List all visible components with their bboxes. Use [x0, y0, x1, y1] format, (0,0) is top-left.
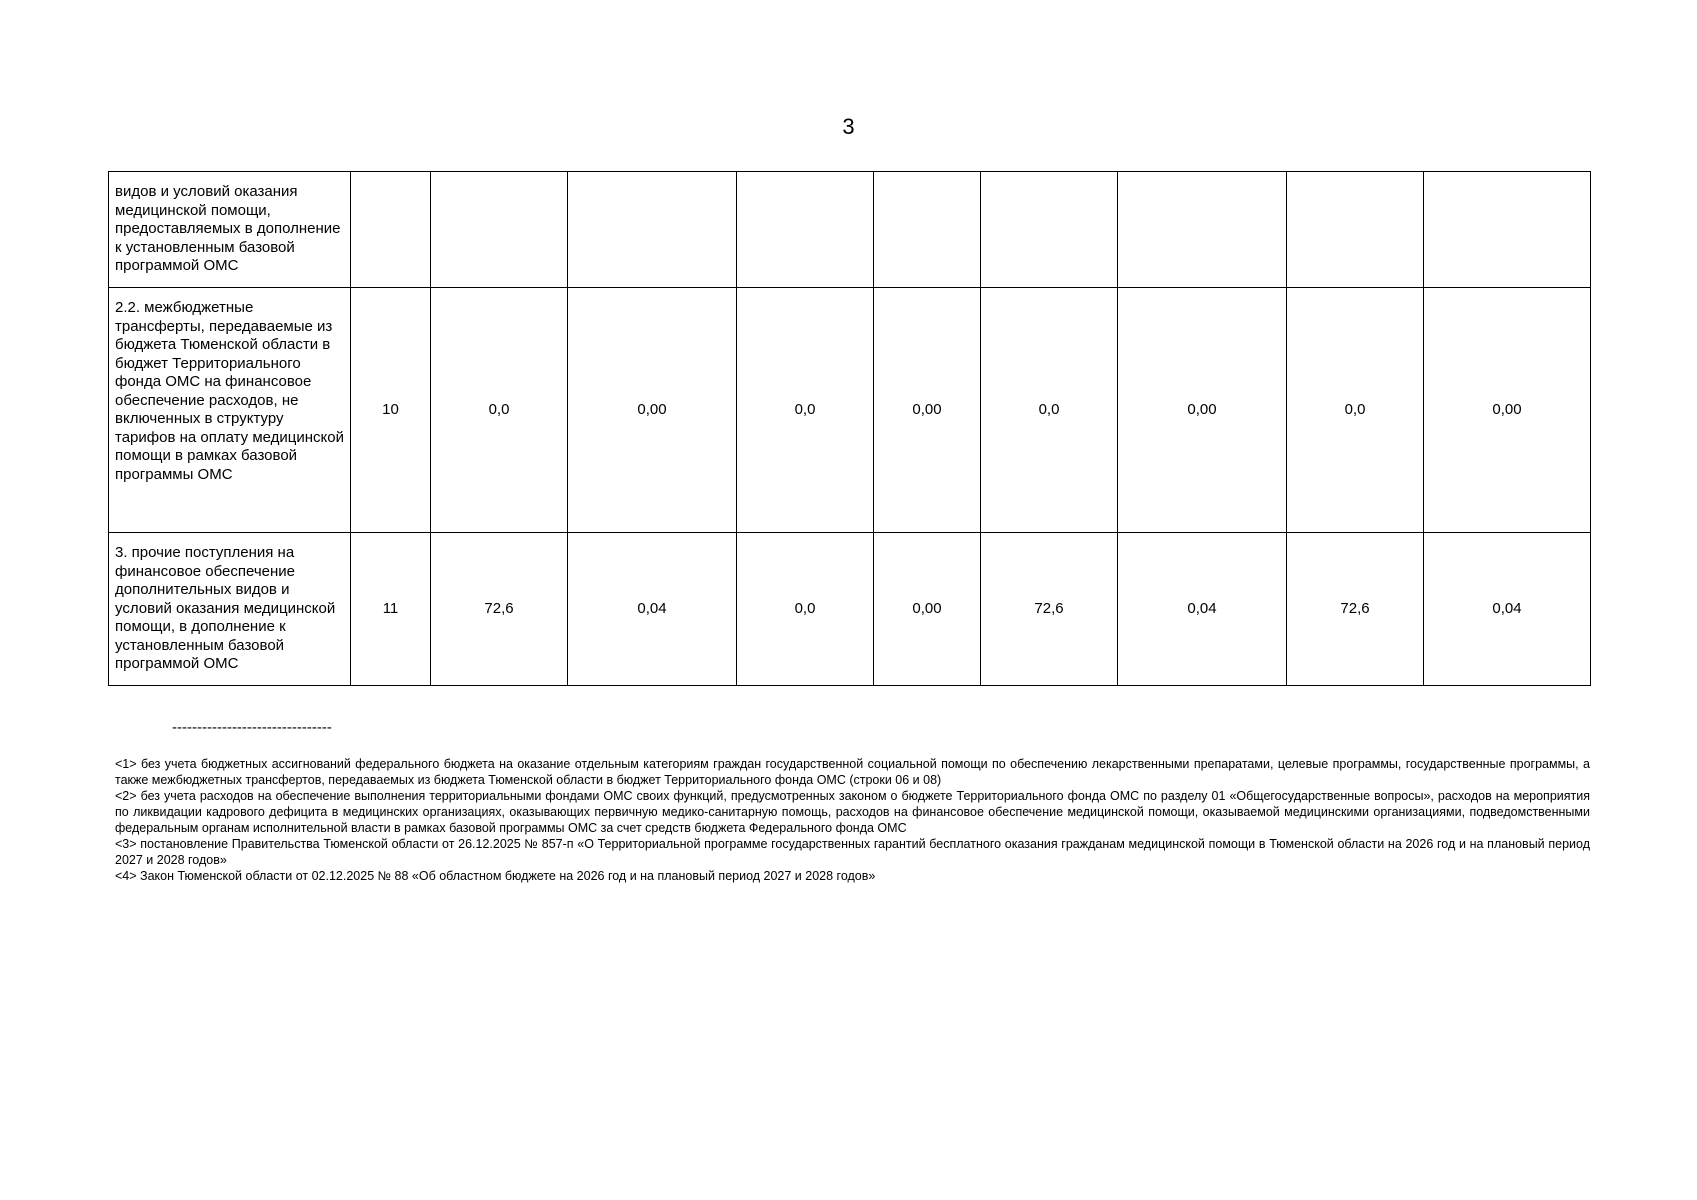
table-cell: [568, 172, 737, 288]
table-cell: 0,0: [981, 288, 1118, 533]
table-cell: 72,6: [1287, 533, 1424, 686]
table-cell: 0,04: [1118, 533, 1287, 686]
table-cell: 0,0: [737, 288, 874, 533]
table-cell: 72,6: [431, 533, 568, 686]
table-cell: 0,00: [1424, 288, 1591, 533]
footnote-2: <2> без учета расходов на обеспечение выполнения территориальными фондами ОМС своих функций, предусмотренных законом о бюджете Территориального фонда ОМС по разделу 01 «Общегосударственные вопросы», расходов на мероприятия по ликвидации кадрового дефицита в медицинских организациях, оказывающих первичную медико-санитарную помощь, расходов на финансовое обеспечение медицинской помощи, оказываемой медицинскими организациями, подведомственными федеральным органам исполнительной власти в рамках базовой программы ОМС за счет средств бюджета Федерального фонда ОМС: [115, 789, 1590, 835]
table-cell: [874, 172, 981, 288]
row-code: 11: [351, 533, 431, 686]
table-cell: 0,0: [737, 533, 874, 686]
financing-table: [108, 171, 1591, 686]
footnotes: [115, 756, 1590, 884]
table-cell: [431, 172, 568, 288]
table-cell: [1287, 172, 1424, 288]
row-code: 10: [351, 288, 431, 533]
row-label: 3. прочие поступления на финансовое обеспечение дополнительных видов и условий оказания медицинской помощи, в дополнение к установленным базовой программой ОМС: [109, 533, 351, 686]
table-row: [109, 172, 1591, 288]
table-cell: 72,6: [981, 533, 1118, 686]
table-cell: [1118, 172, 1287, 288]
table-cell: 0,00: [1118, 288, 1287, 533]
table-row: [109, 533, 1591, 686]
table-cell: [981, 172, 1118, 288]
table-cell: 0,00: [874, 288, 981, 533]
table-cell: 0,04: [1424, 533, 1591, 686]
table-cell: 0,0: [431, 288, 568, 533]
footnote-4: <4> Закон Тюменской области от 02.12.2025 № 88 «Об областном бюджете на 2026 год и на плановый период 2027 и 2028 годов»: [115, 869, 876, 883]
table-row: [109, 288, 1591, 533]
page-number: 3: [842, 114, 855, 139]
table-cell: 0,04: [568, 533, 737, 686]
footnote-separator: --------------------------------: [172, 719, 332, 736]
row-label: 2.2. межбюджетные трансферты, передаваемые из бюджета Тюменской области в бюджет Территориального фонда ОМС на финансовое обеспечение расходов, не включенных в структуру тарифов на оплату медицинской помощи в рамках базовой программы ОМС: [109, 288, 351, 533]
table-cell: 0,00: [874, 533, 981, 686]
row-code: [351, 172, 431, 288]
footnote-1: <1> без учета бюджетных ассигнований федерального бюджета на оказание отдельным категориям граждан государственной социальной помощи по обеспечению лекарственными препаратами, целевые программы, государственные программы, а также межбюджетных трансфертов, передаваемых из бюджета Тюменской области в бюджет Территориального фонда ОМС (строки 06 и 08): [115, 757, 1590, 787]
footnote-3: <3> постановление Правительства Тюменской области от 26.12.2025 № 857-п «О Территориальной программе государственных гарантий бесплатного оказания гражданам медицинской помощи в Тюменской области на 2026 год и на плановый период 2027 и 2028 годов»: [115, 837, 1590, 867]
row-label: видов и условий оказания медицинской помощи, предоставляемых в дополнение к установленным базовой программой ОМС: [109, 172, 351, 288]
table-cell: 0,0: [1287, 288, 1424, 533]
table-cell: [1424, 172, 1591, 288]
table-cell: 0,00: [568, 288, 737, 533]
table-cell: [737, 172, 874, 288]
